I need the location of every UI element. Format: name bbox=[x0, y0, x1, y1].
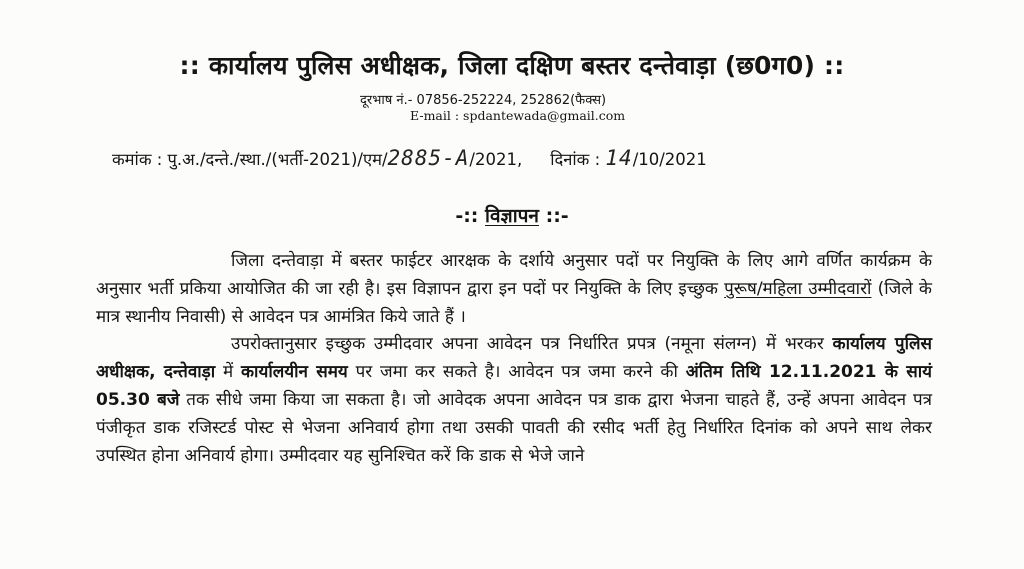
reference-line bbox=[112, 146, 912, 170]
paragraph-2-text-c: पर जमा कर सकते है। आवेदन पत्र जमा करने की bbox=[347, 362, 686, 383]
date-day-handwritten: 14 bbox=[605, 146, 633, 170]
heading-title: विज्ञापन bbox=[485, 205, 539, 227]
office-title: :: कार्यालय पुलिस अधीक्षक, जिला दक्षिण बस्तर दन्तेवाड़ा (छ0ग0) :: bbox=[179, 51, 845, 80]
paragraph-1 bbox=[96, 248, 932, 331]
paragraph-1-text-b: (जिले के मात्र स्थानीय निवासी) से आवेदन पत्र आमंत्रित किये जाते हैं । bbox=[96, 278, 932, 327]
phone-numbers: दूरभाष नं.- 07856-252224, 252862(फैक्स) bbox=[360, 93, 607, 108]
reference-number-handwritten: 2885-A bbox=[387, 146, 470, 170]
paragraph-1-underlined: पुरूष/महिला उम्मीदवारों bbox=[724, 278, 872, 299]
paragraph-2-text-a: उपरोक्तानुसार इच्छुक उम्मीदवार अपना आवेदन पत्र निर्धारित प्रपत्र (नमूना संलग्न) में भरकर bbox=[231, 334, 833, 355]
reference-year: /2021, bbox=[469, 150, 523, 169]
paragraph-2-text-b: में bbox=[215, 362, 241, 383]
reference-prefix: कमांक : पु.अ./दन्ते./स्था./(भर्ती-2021)/एम/ bbox=[112, 150, 388, 169]
notice-heading bbox=[0, 202, 1024, 228]
email-address: E-mail : spdantewada@gmail.com bbox=[410, 108, 626, 123]
date-label: दिनांक : bbox=[550, 150, 601, 169]
paragraph-2-bold-deadline: अंतिम तिथि 12.11.2021 के सायं 05.30 बजे bbox=[96, 362, 932, 410]
heading-right-marks: ::- bbox=[545, 205, 569, 227]
paragraph-2-text-d: तक सीधे जमा किया जा सकता है। जो आवेदक अपना आवेदन पत्र डाक द्वारा भेजना चाहते हैं, उन्हें अपना आवेदन पत्र पंजीकृत डाक रजिस्टर्ड पोस्ट से भेजना अनिवार्य होगा तथा उसकी पावती की रसीद भर्ती हेतु निर्धारित दिनांक को अपने साथ लेकर उपस्थित होना अनिवार्य होगा। उम्मीदवार यह सुनिश्चित करें कि डाक से भेजे जाने bbox=[96, 389, 932, 466]
date-month-year: /10/2021 bbox=[632, 150, 707, 169]
paragraph-2-bold-office: कार्यालय पुलिस अधीक्षक, दन्तेवाड़ा bbox=[96, 334, 932, 383]
notice-body bbox=[96, 248, 932, 470]
heading-left-marks: -:: bbox=[455, 205, 479, 227]
paragraph-1-text-a: जिला दन्तेवाड़ा में बस्तर फाईटर आरक्षक के दर्शाये अनुसार पदों पर नियुक्ति के लिए आगे वर्णित कार्यक्रम के अनुसार भर्ती प्रकिया आयोजित की जा रही है। इस विज्ञापन द्वारा इन पदों पर नियुक्ति के लिए इच्छुक bbox=[96, 251, 932, 299]
paragraph-2-bold-time: कार्यालयीन समय bbox=[241, 362, 348, 383]
paragraph-2 bbox=[96, 331, 932, 470]
